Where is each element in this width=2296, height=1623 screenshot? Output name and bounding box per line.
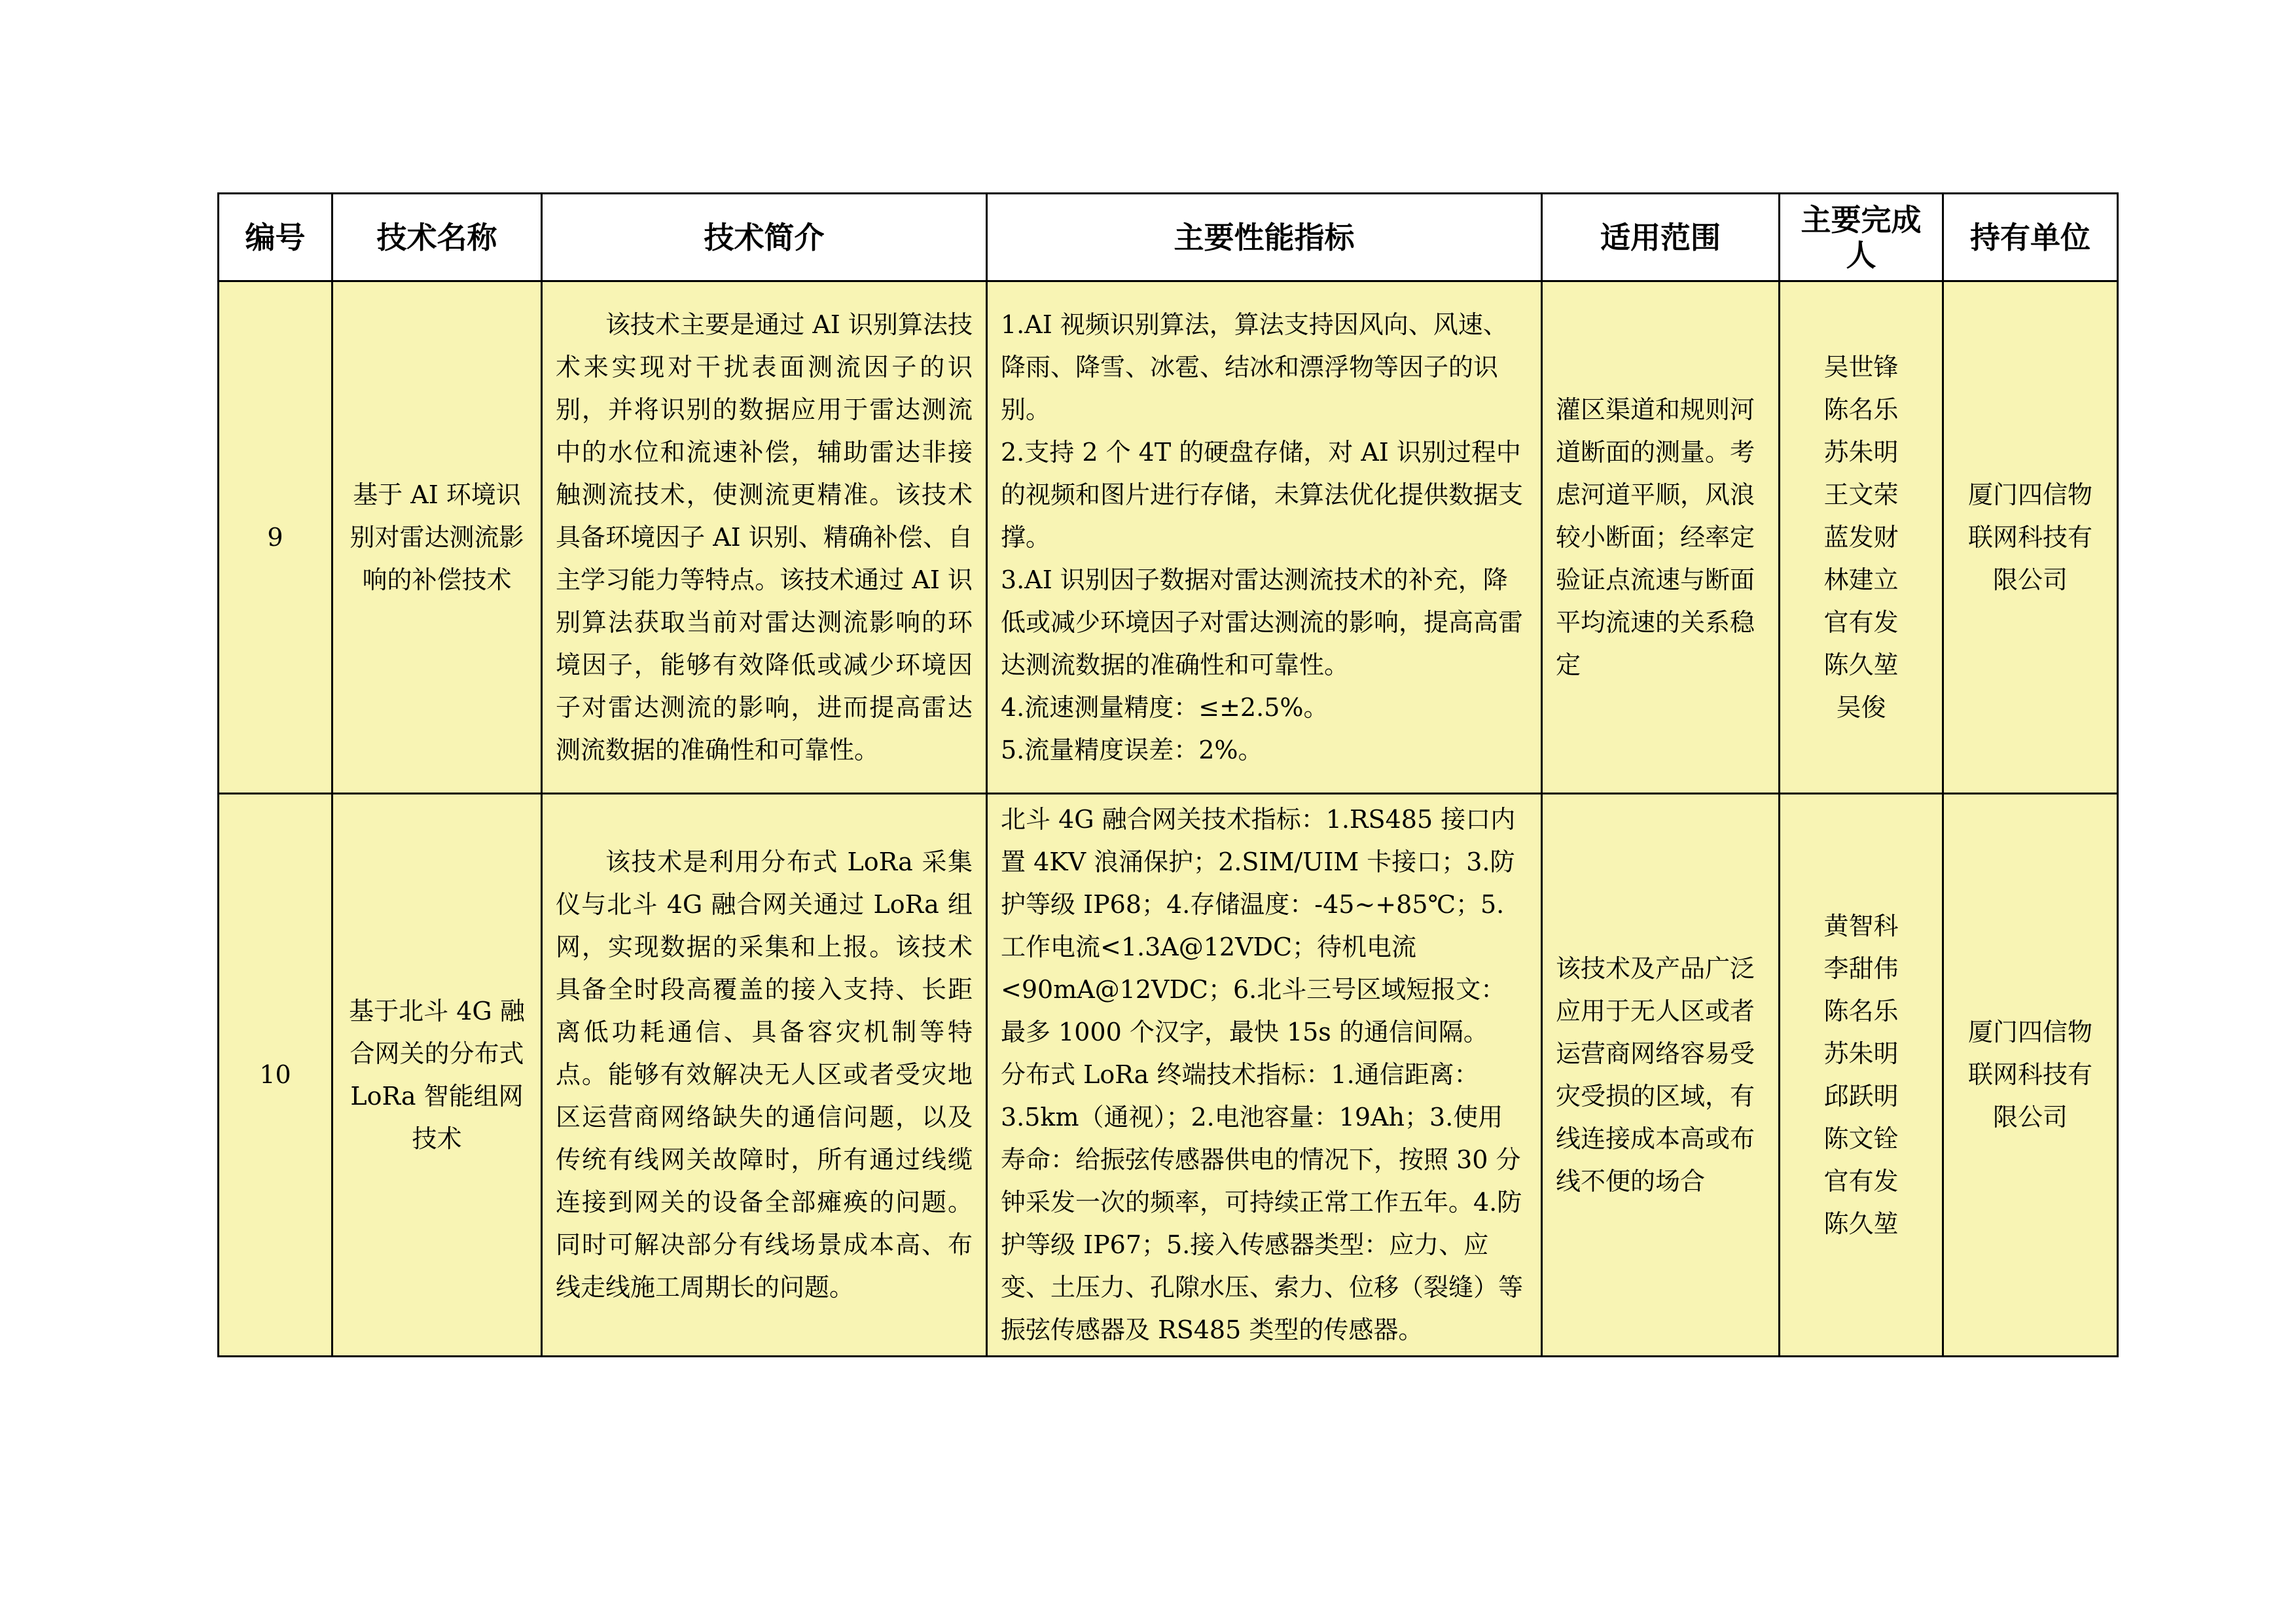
header-number: 编号 [219,194,332,281]
technology-table [217,192,2119,1357]
cell-owner: 厦门四信物联网科技有限公司 [1943,281,2118,794]
cell-tech-name: 基于 AI 环境识别对雷达测流影响的补偿技术 [332,281,542,794]
cell-performance: 北斗 4G 融合网关技术指标：1.RS485 接口内置 4KV 浪涌保护；2.SIM/UIM 卡接口；3.防护等级 IP68；4.存储温度：-45~+85℃；5.工作电流<1.3A@12VDC；待机电流<90mA@12VDC；6.北斗三号区域短报文：最多 1000 个汉字，最快 15s 的通信间隔。 分布式 LoRa 终端技术指标：1.通信距离：3.5km（通视）；2.电池容量：19Ah；3.使用寿命：给振弦传感器供电的情况下，按照 30 分钟采发一次的频率，可持续正常工作五年。4.防护等级 IP67；5.接入传感器类型：应力、应变、土压力、孔隙水压、索力、位移（裂缝）等振弦传感器及 RS485 类型的传感器。 [987,794,1542,1357]
cell-tech-name: 基于北斗 4G 融合网关的分布式 LoRa 智能组网技术 [332,794,542,1357]
cell-people: 黄智科 李甜伟 陈名乐 苏朱明 邱跃明 陈文铨 官有发 陈久堃 [1780,794,1943,1357]
header-people: 主要完成人 [1780,194,1943,281]
header-row [219,194,2118,281]
cell-people: 吴世锋 陈名乐 苏朱明 王文荣 蓝发财 林建立 官有发 陈久堃 吴俊 [1780,281,1943,794]
cell-owner: 厦门四信物联网科技有限公司 [1943,794,2118,1357]
header-tech-intro: 技术简介 [542,194,987,281]
cell-scope: 该技术及产品广泛应用于无人区或者运营商网络容易受灾受损的区域，有线连接成本高或布线不便的场合 [1542,794,1780,1357]
header-tech-name: 技术名称 [332,194,542,281]
header-performance: 主要性能指标 [987,194,1542,281]
cell-number: 9 [219,281,332,794]
table-row [219,281,2118,794]
header-scope: 适用范围 [1542,194,1780,281]
intro-text: 该技术主要是通过 AI 识别算法技术来实现对干扰表面测流因子的识别，并将识别的数据应用于雷达测流中的水位和流速补偿，辅助雷达非接触测流技术，使测流更精准。该技术具备环境因子 AI 识别、精确补偿、自主学习能力等特点。该技术通过 AI 识别算法获取当前对雷达测流影响的环境因子，能够有效降低或减少环境因子对雷达测流的影响，进而提高雷达测流数据的准确性和可靠性。 [556,310,973,764]
cell-tech-intro [542,794,987,1357]
table-row [219,794,2118,1357]
cell-number: 10 [219,794,332,1357]
header-owner: 持有单位 [1943,194,2118,281]
cell-performance: 1.AI 视频识别算法，算法支持因风向、风速、降雨、降雪、冰雹、结冰和漂浮物等因子的识别。 2.支持 2 个 4T 的硬盘存储，对 AI 识别过程中的视频和图片进行存储，未算法优化提供数据支撑。 3.AI 识别因子数据对雷达测流技术的补充，降低或减少环境因子对雷达测流的影响，提高高雷达测流数据的准确性和可靠性。 4.流速测量精度：≤±2.5%。 5.流量精度误差：2%。 [987,281,1542,794]
cell-scope: 灌区渠道和规则河道断面的测量。考虑河道平顺，风浪较小断面；经率定验证点流速与断面平均流速的关系稳定 [1542,281,1780,794]
intro-text: 该技术是利用分布式 LoRa 采集仪与北斗 4G 融合网关通过 LoRa 组网，实现数据的采集和上报。该技术具备全时段高覆盖的接入支持、长距离低功耗通信、具备容灾机制等特点。能够有效解决无人区或者受灾地区运营商网络缺失的通信问题，以及传统有线网关故障时，所有通过线缆连接到网关的设备全部瘫痪的问题。同时可解决部分有线场景成本高、布线走线施工周期长的问题。 [556,847,973,1302]
cell-tech-intro [542,281,987,794]
